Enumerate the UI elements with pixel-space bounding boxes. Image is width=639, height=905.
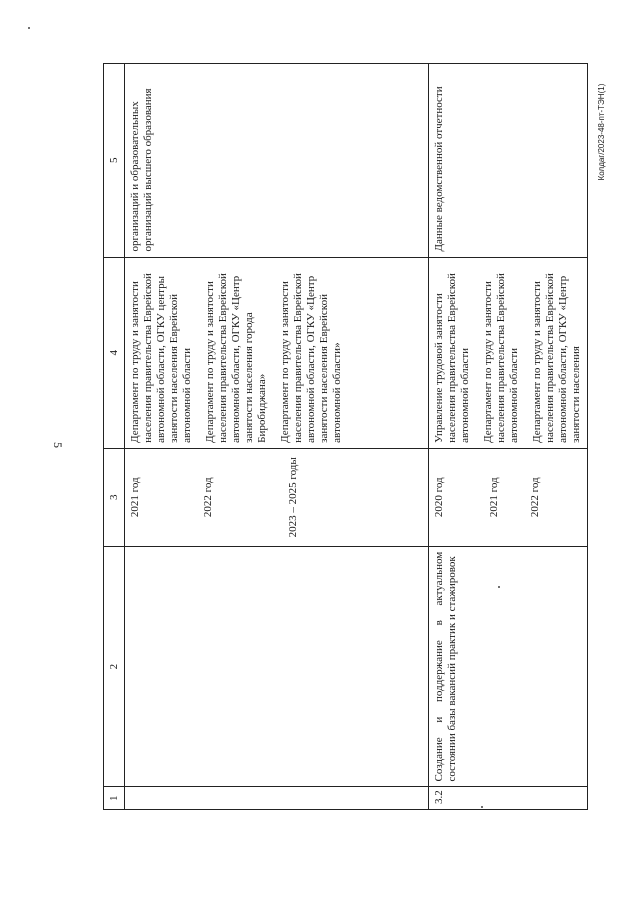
rotated-table-frame <box>103 63 582 810</box>
period-year: 2023 – 2025 годы <box>287 457 299 538</box>
row-number-cell: 3.2 <box>429 787 588 810</box>
source-cell: Данные ведомственной отчетности <box>429 64 588 258</box>
table-row <box>125 64 429 810</box>
table-row <box>429 64 588 810</box>
executor-text: Департамент по труду и занятости населения правительства Еврейской автономной области <box>482 273 520 443</box>
table-header-cell: 1 <box>104 787 125 810</box>
table-header-cell: 4 <box>104 257 125 448</box>
period-year: 2021 год <box>488 477 500 518</box>
table-header-cell: 2 <box>104 546 125 787</box>
measures-table <box>103 63 588 810</box>
period-year: 2022 год <box>529 477 541 518</box>
period-year: 2020 год <box>433 477 445 518</box>
executor-text: Департамент по труду и занятости населения правительства Еврейской автономной области, ОГКУ «Центр занятости населения Еврейской автономной области» <box>279 273 343 443</box>
table-header-cell: 5 <box>104 64 125 258</box>
source-cell: организаций и образовательных организаций высшего образования <box>125 64 429 258</box>
table-header-cell: 3 <box>104 448 125 546</box>
table-header-row <box>104 64 125 810</box>
measure-title-cell: Создание и поддержание в актуальном состоянии базы вакансий практик и стажировок <box>429 546 588 787</box>
period-year: 2021 год <box>129 477 141 518</box>
measure-title-cell <box>125 546 429 787</box>
page-number: 5 <box>51 442 65 448</box>
executor-text: Управление трудовой занятости населения правительства Еврейской автономной области <box>433 273 471 443</box>
executor-text: Департамент по труду и занятости населения правительства Еврейской автономной области, ОГКУ центры занятости населения Еврейской автономной области <box>129 273 193 443</box>
row-number-cell <box>125 787 429 810</box>
executor-text: Департамент по труду и занятости населения правительства Еврейской автономной области, ОГКУ «Центр занятости населения <box>531 273 582 443</box>
executor-cell <box>429 257 588 448</box>
executor-cell <box>125 257 429 448</box>
executor-text: Департамент по труду и занятости населения правительства Еврейской автономной области, ОГКУ «Центр занятости населения города Биробиджана» <box>204 273 268 443</box>
period-cell <box>125 448 429 546</box>
document-code: Колдаг/2023-48-пт-ТЭН(1) <box>597 83 606 181</box>
period-year: 2022 год <box>202 477 214 518</box>
period-cell <box>429 448 588 546</box>
scan-speck <box>28 27 30 29</box>
